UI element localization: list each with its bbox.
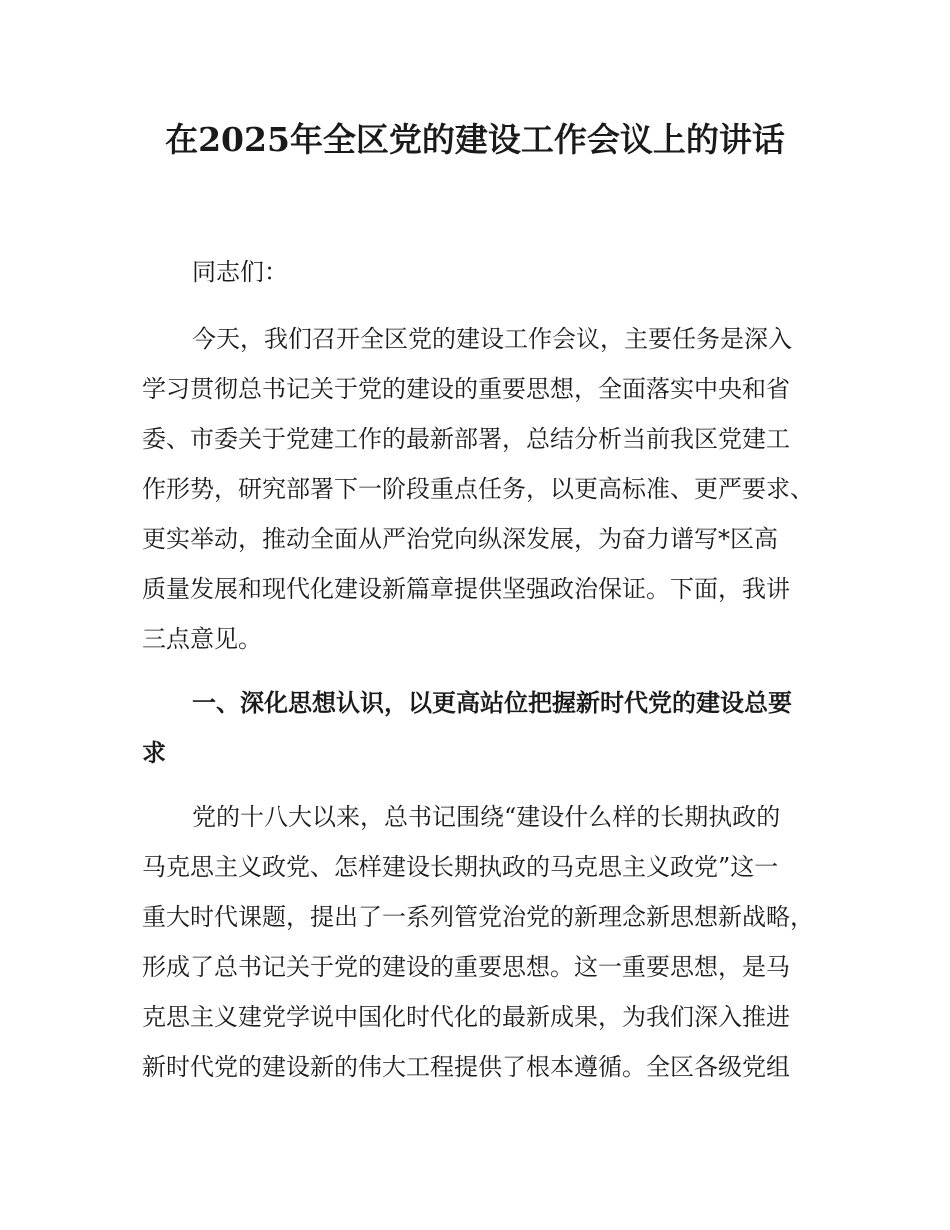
- intro-line: 学习贯彻总书记关于党的建设的重要思想，全面落实中央和省: [142, 375, 790, 403]
- section-line: 马克思主义政党、怎样建设长期执政的马克思主义政党”这一: [142, 853, 779, 881]
- section-heading: 求: [142, 739, 166, 767]
- section-line: 克思主义建党学说中国化时代化的最新成果，为我们深入推进: [142, 1003, 790, 1031]
- intro-line: 更实举动，推动全面从严治党向纵深发展，为奋力谱写*区高: [142, 525, 778, 553]
- section-line: 新时代党的建设新的伟大工程提供了根本遵循。全区各级党组: [142, 1053, 790, 1081]
- section-heading: 一、深化思想认识，以更高站位把握新时代党的建设总要: [192, 689, 792, 717]
- section-line: 形成了总书记关于党的建设的重要思想。这一重要思想，是马: [142, 953, 790, 981]
- section-line: 重大时代课题，提出了一系列管党治党的新理念新思想新战略，: [142, 903, 814, 931]
- intro-line: 三点意见。: [142, 625, 262, 653]
- intro-line: 质量发展和现代化建设新篇章提供坚强政治保证。下面，我讲: [142, 575, 790, 603]
- salutation: 同志们：: [192, 258, 288, 286]
- intro-line: 今天，我们召开全区党的建设工作会议，主要任务是深入: [192, 325, 792, 353]
- document-title: 在2025年全区党的建设工作会议上的讲话: [165, 120, 785, 159]
- intro-line: 委、市委关于党建工作的最新部署，总结分析当前我区党建工: [142, 425, 790, 453]
- section-line: 党的十八大以来，总书记围绕“建设什么样的长期执政的: [192, 803, 781, 831]
- intro-line: 作形势，研究部署下一阶段重点任务，以更高标准、更严要求、: [142, 475, 814, 503]
